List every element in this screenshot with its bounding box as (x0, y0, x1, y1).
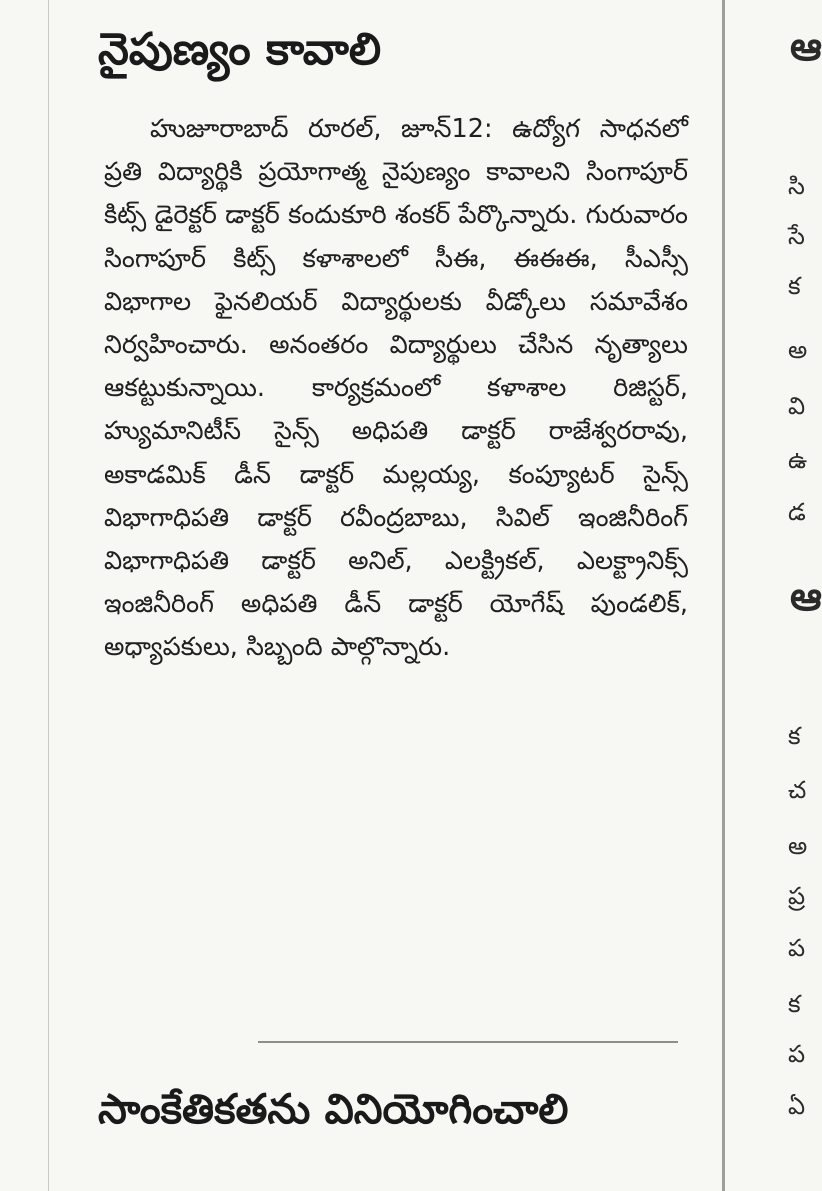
adjacent-heading-fragment: ఆ (790, 24, 822, 70)
adjacent-line-fragment: ఏ (788, 1092, 806, 1120)
article-headline: నైపుణ్యం కావాలి (98, 24, 382, 75)
adjacent-line-fragment: చ (788, 776, 807, 804)
adjacent-line-fragment: సి (788, 172, 805, 200)
adjacent-line-fragment: క (788, 990, 801, 1018)
article-separator (258, 1041, 678, 1043)
article-body: హుజూరాబాద్ రూరల్, జూన్12: ఉద్యోగ సాధనలో ప్రతి విద్యార్థికి ప్రయోగాత్మ నైపుణ్యం కావాలని సింగాపూర్ కిట్స్ డైరెక్టర్ డాక్టర్ కందుకూరి శంకర్ పేర్కొన్నారు. గురువారం సింగాపూర్ కిట్స్ కళాశాలలో సీఈ, ఈఈఈ, సీఎస్సీ విభాగాల ఫైనలియర్ విద్యార్థులకు వీడ్కోలు సమావేశం నిర్వహించారు. అనంతరం విద్యార్థులు చేసిన నృత్యాలు ఆకట్టుకున్నాయి. కార్యక్రమంలో కళాశాల రిజిస్టర్, హ్యుమానిటీస్ సైన్స్ అధిపతి డాక్టర్ రాజేశ్వరరావు, అకాడమిక్ డీన్ డాక్టర్ మల్లయ్య, కంప్యూటర్ సైన్స్ విభాగాధిపతి డాక్టర్ రవీంద్రబాబు, సివిల్ ఇంజినీరింగ్ విభాగాధిపతి డాక్టర్ అనిల్, ఎలక్ట్రికల్, ఎలక్ట్రానిక్స్ ఇంజినీరింగ్ అధిపతి డీన్ డాక్టర్ యోగేష్ పుండలిక్, అధ్యాపకులు, సిబ్బంది పాల్గొన్నారు. (104, 114, 688, 663)
adjacent-line-fragment: క (788, 722, 801, 750)
adjacent-line-fragment: క (788, 272, 801, 300)
adjacent-line-fragment: అ (788, 336, 808, 364)
adjacent-line-fragment: అ (788, 832, 808, 860)
adjacent-line-fragment: సే (788, 222, 805, 250)
next-article-headline: సాంకేతికతను వినియోగించాలి (98, 1085, 569, 1133)
column-divider (722, 0, 725, 1191)
adjacent-line-fragment: డ (788, 498, 806, 526)
adjacent-line-fragment: వి (788, 392, 806, 420)
adjacent-line-fragment: ప (788, 1040, 806, 1068)
adjacent-column-fragment (770, 0, 822, 1191)
adjacent-line-fragment: ప్ర (788, 882, 806, 910)
adjacent-line-fragment: ప (788, 934, 806, 962)
left-margin-rule (48, 0, 49, 1191)
adjacent-line-fragment: ఉ (788, 446, 808, 474)
adjacent-heading-fragment: ఆ (790, 574, 822, 620)
